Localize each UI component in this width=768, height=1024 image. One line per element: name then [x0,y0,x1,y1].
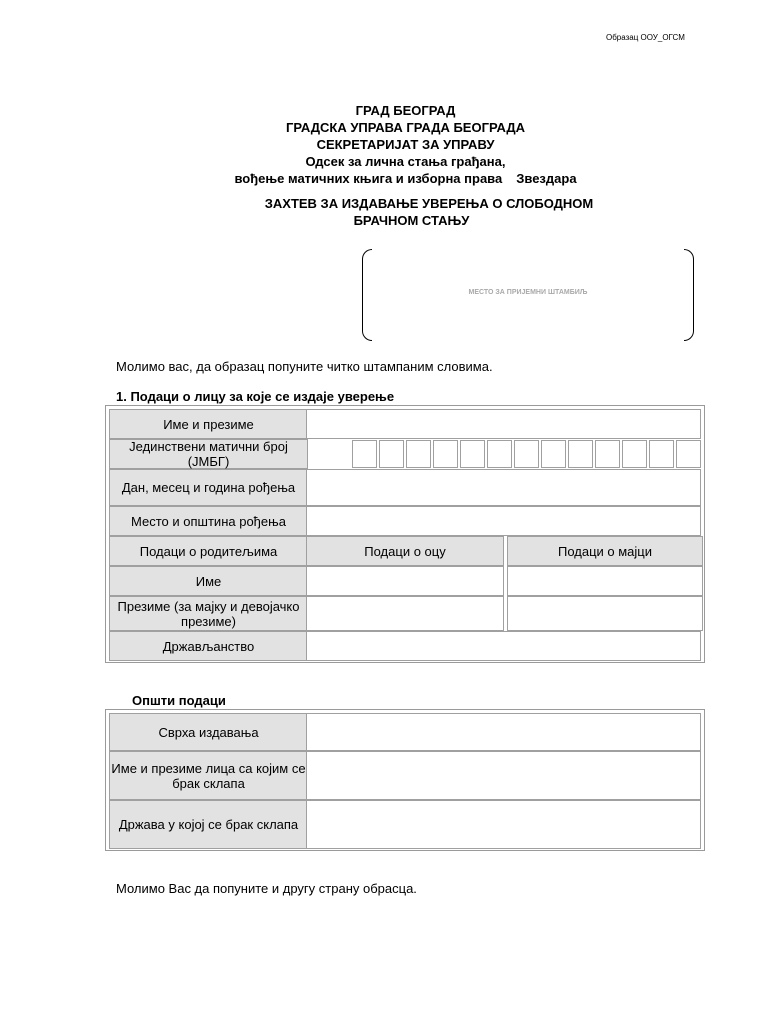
jmbg-digit-11[interactable] [622,440,647,468]
citizenship-field[interactable] [306,631,701,661]
jmbg-digit-13[interactable] [676,440,701,468]
name-field[interactable] [306,409,701,439]
jmbg-digit-6[interactable] [487,440,512,468]
pob-field[interactable] [306,506,701,536]
heading-line-2: ГРАДСКА УПРАВА ГРАДА БЕОГРАДА [285,120,525,135]
mother-surname-field[interactable] [507,596,703,631]
intro-text: Молимо вас, да образац попуните читко штампаним словима. [116,359,493,374]
heading-line-1: ГРАД БЕОГРАД [355,103,456,118]
pob-label: Место и општина рођења [109,506,308,536]
jmbg-digit-4[interactable] [433,440,458,468]
partner-name-field[interactable] [306,751,701,800]
citizenship-label: Држављанство [109,631,308,661]
form-title-line-1: ЗАХТЕВ ЗА ИЗДАВАЊЕ УВЕРЕЊА О СЛОБОДНОМ [264,196,594,211]
dob-field[interactable] [306,469,701,506]
jmbg-digit-7[interactable] [514,440,539,468]
father-surname-field[interactable] [306,596,504,631]
jmbg-digits [352,440,704,468]
stamp-area [362,249,694,341]
section-2-title: Општи подаци [132,693,226,708]
marriage-country-field[interactable] [306,800,701,849]
form-code: Образац ООУ_ОГСМ [606,33,685,42]
outro-text: Молимо Вас да попуните и другу страну обрасца. [116,881,417,896]
father-header: Подаци о оцу [306,536,504,566]
jmbg-label: Јединствени матични број (ЈМБГ) [109,439,308,469]
heading-line-5-municipality: Звездара [516,171,577,186]
parent-first-name-label: Име [109,566,308,596]
section-1-title: 1. Подаци о лицу за које се издаје уверење [116,389,395,404]
institution-heading [0,102,768,187]
heading-line-5 [43,170,768,187]
heading-line-5-dept: вођење матичних књига и изборна права [234,171,503,186]
form-title-line-2: БРАЧНОМ СТАЊУ [353,213,470,228]
mother-header: Подаци о мајци [507,536,703,566]
name-label: Име и презиме [109,409,308,439]
parent-surname-label: Презиме (за мајку и девојачко презиме) [109,596,308,631]
form-title [0,195,768,229]
marriage-country-label: Држава у којој се брак склапа [109,800,308,849]
stamp-label: МЕСТО ЗА ПРИЈЕМНИ ШТАМБИЉ [468,289,588,296]
heading-line-4: Одсек за лична стања грађана, [305,154,506,169]
parents-label: Подаци о родитељима [109,536,308,566]
partner-name-label: Име и презиме лица са којим се брак склапа [109,751,308,800]
mother-first-name-field[interactable] [507,566,703,596]
heading-line-3: СЕКРЕТАРИЈАТ ЗА УПРАВУ [316,137,495,152]
father-first-name-field[interactable] [306,566,504,596]
dob-label: Дан, месец и година рођења [109,469,308,506]
jmbg-digit-9[interactable] [568,440,593,468]
purpose-field[interactable] [306,713,701,751]
jmbg-digit-8[interactable] [541,440,566,468]
jmbg-digit-3[interactable] [406,440,431,468]
jmbg-digit-1[interactable] [352,440,377,468]
jmbg-digit-12[interactable] [649,440,674,468]
purpose-label: Сврха издавања [109,713,308,751]
person-data-table [105,405,705,663]
jmbg-digit-10[interactable] [595,440,620,468]
jmbg-digit-2[interactable] [379,440,404,468]
jmbg-digit-5[interactable] [460,440,485,468]
general-data-table [105,709,705,851]
